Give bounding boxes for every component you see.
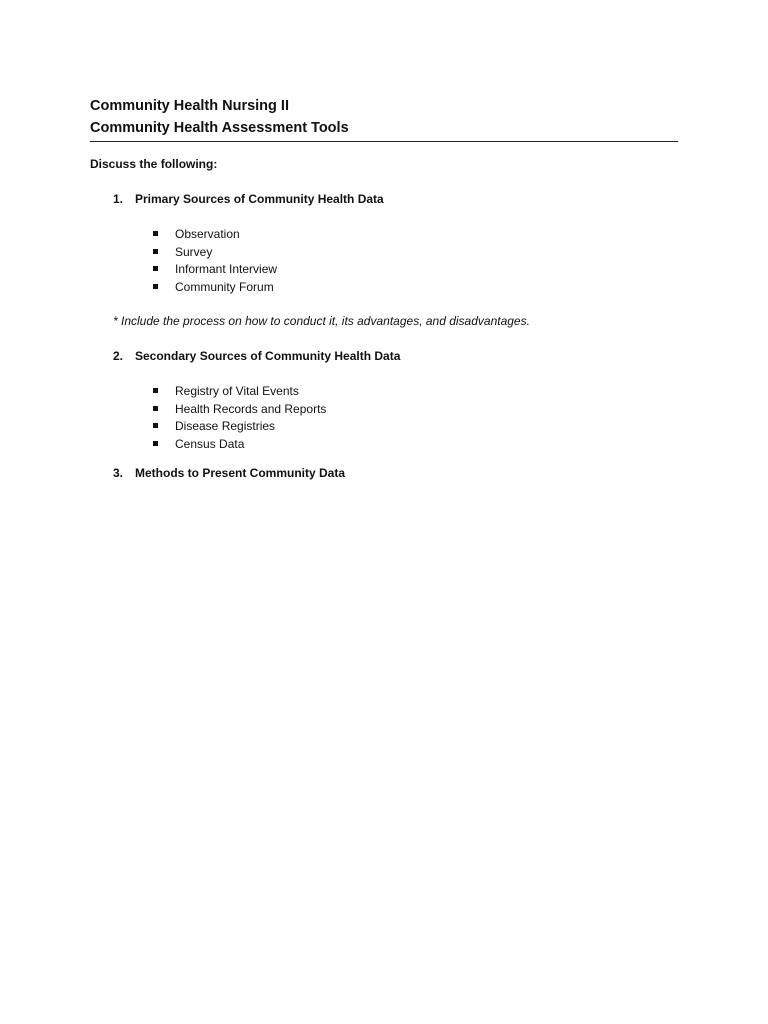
section-2-list: [153, 383, 326, 453]
square-bullet-icon: [153, 266, 158, 271]
square-bullet-icon: [153, 441, 158, 446]
list-item: Community Forum: [153, 279, 277, 297]
instruction-note: * Include the process on how to conduct it, its advantages, and disadvantages.: [113, 314, 530, 328]
section-2-number: 2.: [113, 349, 124, 363]
section-1-number: 1.: [113, 192, 124, 206]
list-item: Census Data: [153, 436, 326, 454]
list-item: Survey: [153, 244, 277, 262]
square-bullet-icon: [153, 423, 158, 428]
list-item: Informant Interview: [153, 261, 277, 279]
section-3-heading: [113, 466, 345, 480]
section-1-title: Primary Sources of Community Health Data: [135, 192, 384, 206]
section-1-heading: [113, 192, 384, 206]
list-item: Disease Registries: [153, 418, 326, 436]
square-bullet-icon: [153, 388, 158, 393]
section-2-heading: [113, 349, 400, 363]
square-bullet-icon: [153, 231, 158, 236]
list-item: Health Records and Reports: [153, 401, 326, 419]
square-bullet-icon: [153, 284, 158, 289]
document-header: [90, 95, 678, 142]
instruction-text: Discuss the following:: [90, 157, 218, 171]
section-1-list: [153, 226, 277, 296]
square-bullet-icon: [153, 249, 158, 254]
course-title: Community Health Nursing II: [90, 98, 289, 114]
square-bullet-icon: [153, 406, 158, 411]
list-item: Registry of Vital Events: [153, 383, 326, 401]
section-3-title: Methods to Present Community Data: [135, 466, 346, 480]
section-3-number: 3.: [113, 466, 124, 480]
list-item: Observation: [153, 226, 277, 244]
document-title: Community Health Assessment Tools: [90, 120, 349, 136]
section-2-title: Secondary Sources of Community Health Data: [135, 349, 401, 363]
